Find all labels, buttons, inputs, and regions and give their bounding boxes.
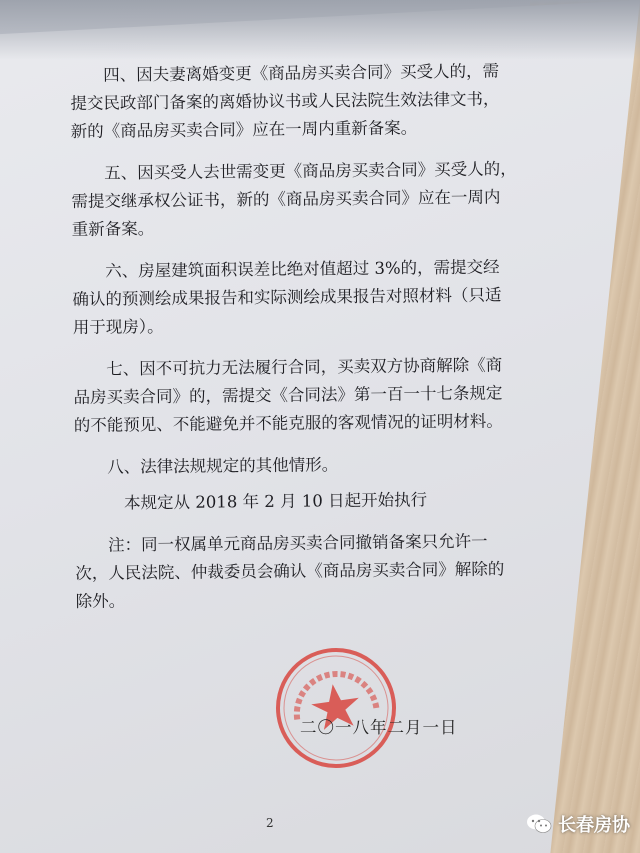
wechat-icon	[526, 813, 552, 835]
signature-date: 二〇一八年二月一日	[300, 718, 458, 737]
note-paragraph: 注：同一权属单元商品房买卖合同撤销备案只允许一 次，人民法院、仲裁委员会确认《商品房买卖合同》解除的 除外。	[75, 531, 505, 611]
page-number: 2	[266, 816, 274, 830]
document-body	[70, 57, 546, 616]
effective-date-statement: 本规定从 2018 年 2 月 10 日起开始执行	[124, 490, 428, 513]
page-fold-shadow	[0, 0, 640, 60]
clause-six: 六、房屋建筑面积误差比绝对值超过 3%的，需提交经 确认的预测绘成果报告和实际测绘成果报告对照材料（只适 用于现房）。	[72, 257, 502, 337]
clause-seven: 七、因不可抗力无法履行合同，买卖双方协商解除《商 品房买卖合同》的，需提交《合同法》第一百一十七条规定 的不能预见、不能避免并不能克服的客观情况的证明材料。	[73, 355, 503, 435]
clause-four: 四、因夫妻离婚变更《商品房买卖合同》买受人的，需 提交民政部门备案的离婚协议书或人民法院生效法律文书， 新的《商品房买卖合同》应在一周内重新备案。	[70, 61, 500, 141]
clause-eight: 八、法律法规规定的其他情形。	[107, 455, 339, 477]
wechat-watermark	[526, 811, 630, 837]
clause-five: 五、因买受人去世需变更《商品房买卖合同》买受人的， 需提交继承权公证书，新的《商品房买卖合同》应在一周内 重新备案。	[71, 159, 517, 239]
official-seal-stamp	[264, 636, 409, 781]
watermark-label: 长春房协	[558, 815, 630, 836]
